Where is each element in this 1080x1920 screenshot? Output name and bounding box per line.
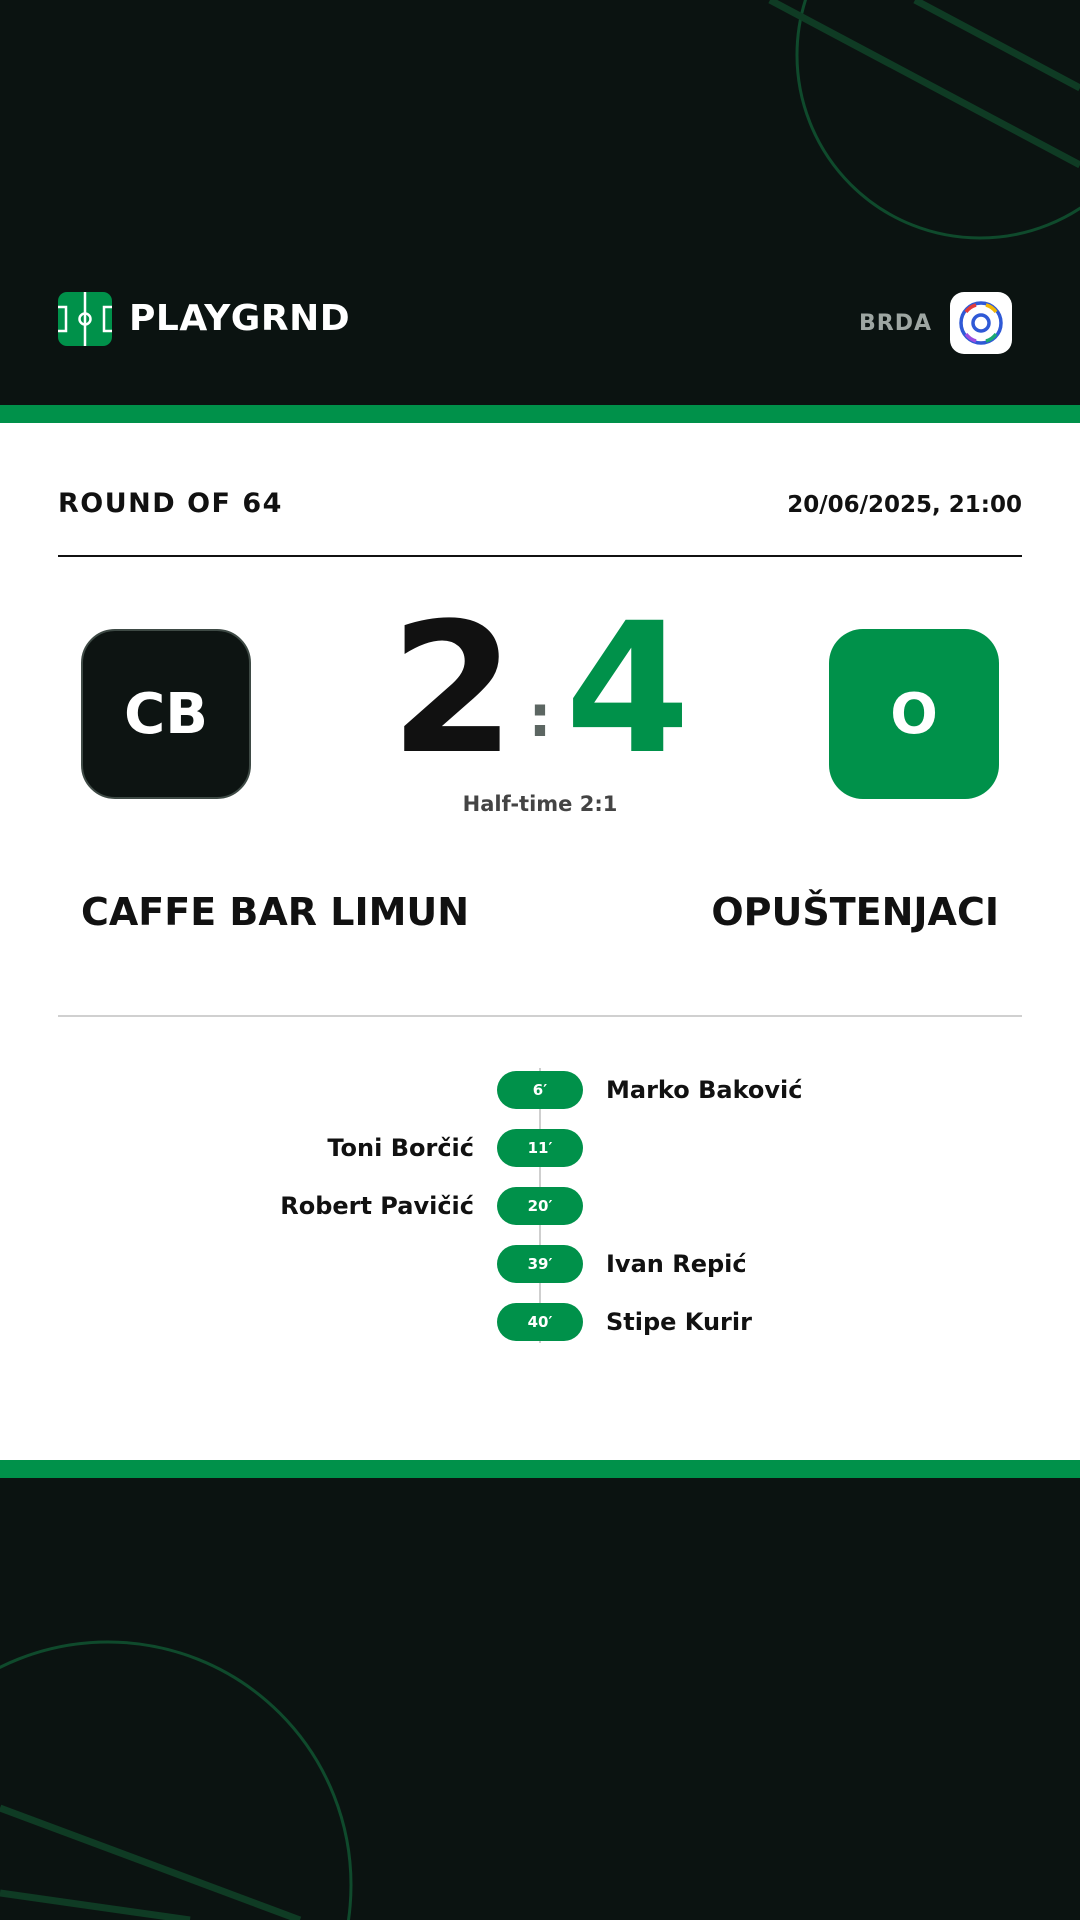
minute-pill: 40′: [497, 1303, 583, 1341]
goal-event: [0, 1187, 1080, 1225]
footer-band: [0, 1478, 1080, 1920]
pitch-lines-bottom: [0, 1478, 1080, 1920]
accent-stripe-bottom: [0, 1460, 1080, 1478]
minute-pill: 20′: [497, 1187, 583, 1225]
away-scorer: Stipe Kurir: [606, 1308, 752, 1336]
home-scorer: Toni Borčić: [327, 1134, 474, 1162]
partner: [859, 292, 1012, 354]
round-label: ROUND OF 64: [58, 488, 283, 519]
minute-pill: 11′: [497, 1129, 583, 1167]
minute-pill: 39′: [497, 1245, 583, 1283]
header-band: [0, 0, 1080, 405]
goal-event: [0, 1129, 1080, 1167]
away-scorer: Ivan Repić: [606, 1250, 747, 1278]
divider: [58, 555, 1022, 557]
score-separator: :: [528, 682, 552, 750]
goal-event: [0, 1303, 1080, 1341]
partner-name: BRDA: [859, 310, 932, 336]
minute-pill: 6′: [497, 1071, 583, 1109]
accent-stripe-top: [0, 405, 1080, 423]
brand: [58, 292, 350, 346]
away-team-name: OPUŠTENJACI: [711, 890, 999, 934]
brand-name: PLAYGRND: [129, 298, 351, 339]
partner-logo-icon: [950, 292, 1012, 354]
away-team-badge: O: [829, 629, 999, 799]
pitch-logo-icon: [58, 292, 112, 346]
goal-event: [0, 1071, 1080, 1109]
home-team-badge: CB: [81, 629, 251, 799]
home-scorer: Robert Pavičić: [280, 1192, 474, 1220]
divider: [58, 1015, 1022, 1017]
away-scorer: Marko Baković: [606, 1076, 803, 1104]
halftime-score: Half-time 2:1: [462, 792, 618, 816]
match-datetime: 20/06/2025, 21:00: [787, 492, 1022, 518]
goal-event: [0, 1245, 1080, 1283]
home-team-name: CAFFE BAR LIMUN: [81, 890, 470, 934]
away-score: 4: [565, 585, 691, 794]
home-score: 2: [390, 585, 516, 794]
